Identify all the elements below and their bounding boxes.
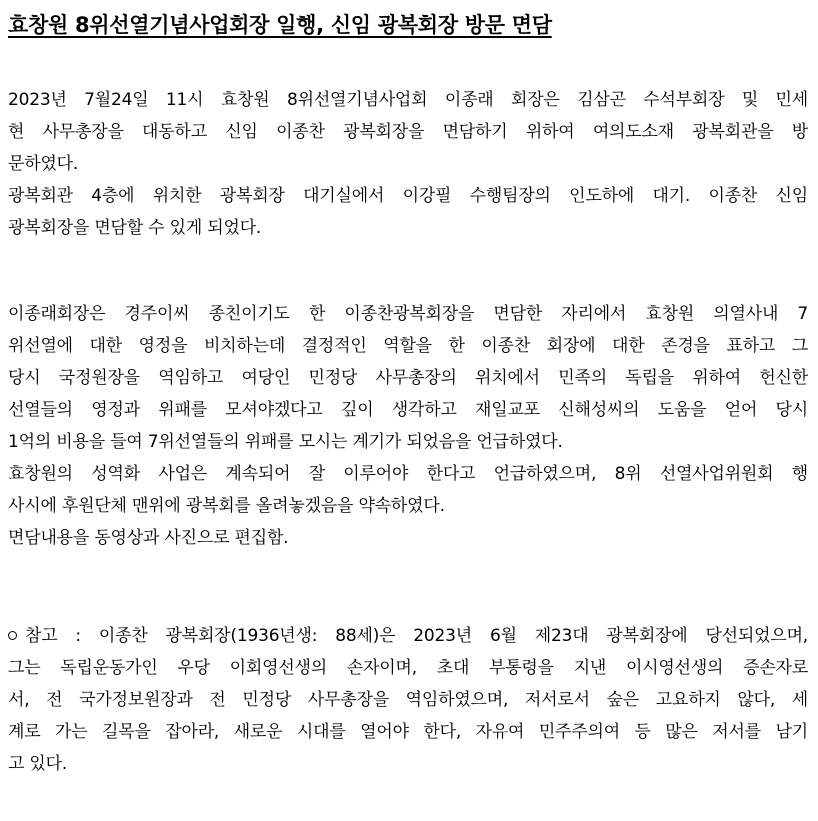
bullet-circle-icon — [8, 631, 17, 640]
paragraph-meeting — [8, 298, 808, 458]
text-line: 광복회관 4층에 위치한 광복회장 대기실에서 이강필 수행팀장의 인도하에 대기. 이종찬 신임 — [8, 186, 808, 206]
text-line: 서, 전 국가정보원장과 전 민정당 사무총장을 역임하였으며, 저서로서 숲은 고요하지 않다, 세 — [8, 690, 808, 710]
article-title: 효창원 8위선열기념사업회장 일행, 신임 광복회장 방문 면담 — [8, 13, 552, 37]
text-line: 계로 가는 길목을 잡아라, 새로운 시대를 열어야 한다, 자유여 민주주의여 등 많은 저서를 남기 — [8, 722, 808, 742]
paragraph-visit — [8, 84, 808, 180]
paragraph-waiting — [8, 180, 808, 244]
text-line: 1억의 비용을 들여 7위선열들의 위패를 모시는 계기가 되었음을 언급하였다. — [8, 432, 563, 452]
text-line: 현 사무총장을 대동하고 신임 이종찬 광복회장을 면담하기 위하여 여의도소재 광복회관을 방 — [8, 122, 808, 142]
note-first-line — [8, 620, 808, 652]
text-line: 참고 : 이종찬 광복회장(1936년생: 88세)은 2023년 6월 제23대 광복회장에 당선되었으며, — [25, 626, 808, 646]
paragraph-editing — [8, 522, 808, 554]
text-line: 문하였다. — [8, 154, 79, 174]
text-line: 사시에 후원단체 맨위에 광복회를 올려놓겠음을 약속하였다. — [8, 496, 445, 516]
text-line: 당시 국정원장을 역임하고 여당인 민정당 사무총장의 위치에서 민족의 독립을 위하여 헌신한 — [8, 368, 808, 388]
text-line: 그는 독립운동가인 우당 이회영선생의 손자이며, 초대 부통령을 지낸 이시영선생의 증손자로 — [8, 658, 808, 678]
text-line: 면담내용을 동영상과 사진으로 편집함. — [8, 528, 289, 548]
text-line: 효창원의 성역화 사업은 계속되어 잘 이루어야 한다고 언급하였으며, 8위 선열사업위원회 행 — [8, 464, 808, 484]
paragraph-promise — [8, 458, 808, 522]
text-line: 고 있다. — [8, 754, 68, 774]
paragraph-note — [8, 620, 808, 780]
text-line: 광복회장을 면담할 수 있게 되었다. — [8, 218, 262, 238]
text-line: 이종래회장은 경주이씨 종친이기도 한 이종찬광복회장을 면담한 자리에서 효창원 의열사내 7 — [8, 304, 808, 324]
text-line: 선열들의 영정과 위패를 모셔야겠다고 깊이 생각하고 재일교포 신해성씨의 도움을 얻어 당시 — [8, 400, 808, 420]
text-line: 위선열에 대한 영정을 비치하는데 결정적인 역할을 한 이종찬 회장에 대한 존경을 표하고 그 — [8, 336, 808, 356]
text-line: 2023년 7월24일 11시 효창원 8위선열기념사업회 이종래 회장은 김삼곤 수석부회장 및 민세 — [8, 90, 808, 110]
